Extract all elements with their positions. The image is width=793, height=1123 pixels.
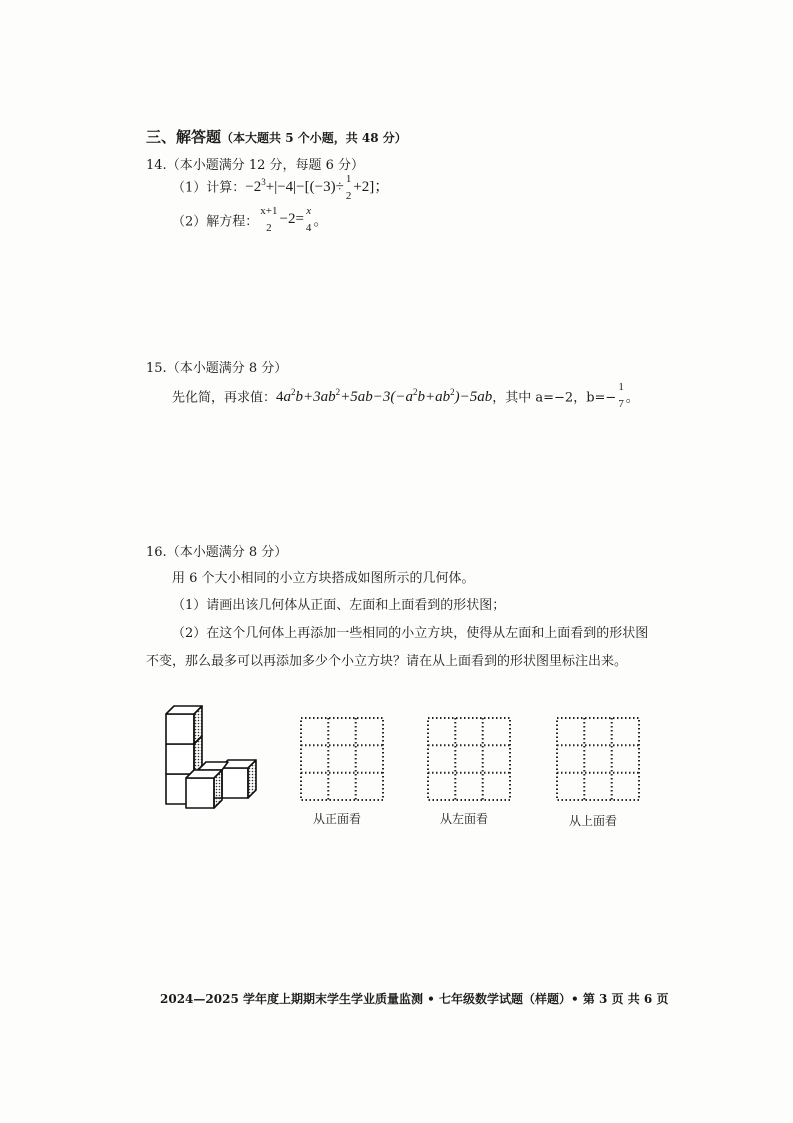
q14-score: （本小题满分 12 分，每题 6 分）: [166, 158, 365, 173]
label-front-view: 从正面看: [313, 812, 362, 826]
label-top-view: 从上面看: [569, 814, 618, 828]
q15-expression: $4a^2b+3ab^2+5ab-3(-a^2b+ab^2)-5ab$: [276, 386, 493, 405]
q16-part2-line1: （2）在这个几何体上再添加一些相同的小立方块，使得从左面和上面看到的形状图: [172, 626, 649, 641]
q16-part2-line2: 不变，那么最多可以再添加多少个小立方块？请在从上面看到的形状图里标注出来。: [146, 654, 628, 669]
q14-part2-fraction-left: x+1 2: [260, 205, 278, 234]
label-left-view: 从左面看: [440, 812, 489, 826]
q14-part1-fraction: 1 2: [345, 173, 352, 202]
q15-body: 先化简，再求值：$4a^2b+3ab^2+5ab-3(-a^2b+ab^2)-5ab$，其中 a=−2，b=− 1 7 。: [172, 381, 639, 410]
q14-part1-label: （1）计算：: [172, 180, 246, 196]
q16-part1: （1）请画出该几何体从正面、左面和上面看到的形状图；: [172, 598, 506, 613]
q16-intro: 用 6 个大小相同的小立方块搭成如图所示的几何体。: [172, 571, 475, 586]
page-footer: 2024—2025 学年度上期期末学生学业质量监测 • 七年级数学试题（样题）• 第 3 页 共 6 页: [160, 992, 669, 1006]
grid-left-view[interactable]: [426, 716, 514, 804]
q14-part2: [172, 206, 328, 234]
q14-header: [146, 154, 364, 173]
q15-prompt: 先化简，再求值：: [172, 390, 277, 406]
section-heading: [146, 126, 407, 147]
section-note: （本大题共 5 个小题，共 48 分）: [221, 131, 407, 145]
q14-part1: [172, 174, 389, 202]
q16-header: [146, 541, 287, 560]
grid-front-view[interactable]: [299, 716, 387, 804]
q15-number: 15.: [146, 361, 167, 376]
q14-part1-expr: $-2^3+|-4|-[(-3)\div$ 1 2 +2]；: [245, 173, 390, 202]
q15-condition-fraction: 1 7: [618, 381, 624, 410]
grid-top-view[interactable]: [555, 716, 643, 804]
cube-solid-figure: [158, 698, 264, 812]
q15-header: [146, 357, 287, 376]
q15-condition: ，其中 a=−2，b=−: [492, 390, 617, 406]
q14-part2-equation: x+1 2 −2= x 4 。: [260, 205, 329, 234]
q14-part2-label: （2）解方程：: [172, 214, 259, 230]
q14-number: 14.: [146, 158, 167, 173]
section-title: 三、解答题: [146, 128, 222, 146]
q16-number: 16.: [146, 545, 167, 560]
q16-score: （本小题满分 8 分）: [166, 545, 288, 560]
q15-score: （本小题满分 8 分）: [166, 361, 288, 376]
q14-part2-fraction-right: x 4: [305, 205, 312, 234]
